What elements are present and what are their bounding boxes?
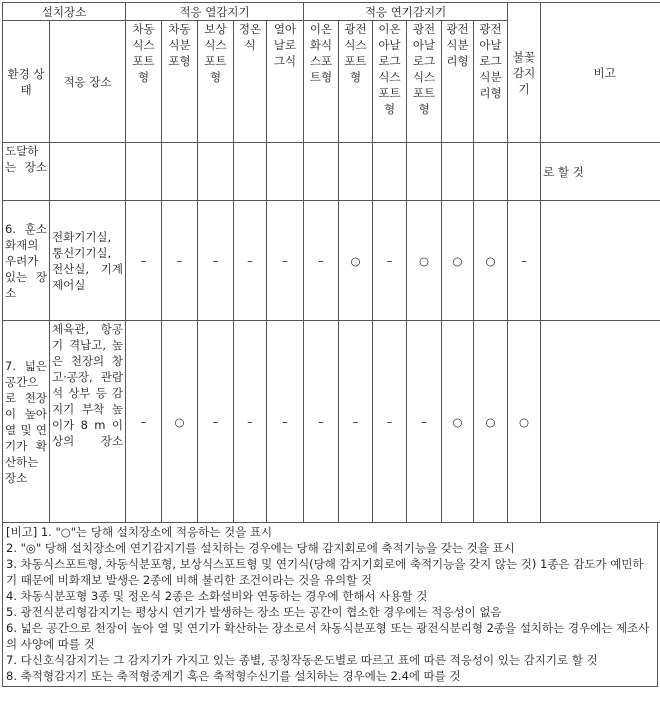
env-cell: 7. 넓은 공간으로 천장이 높아 열 및 연기가 확산하는 장소	[3, 321, 50, 523]
mark-cell	[373, 143, 407, 201]
mark-cell: –	[339, 321, 373, 523]
remarks-header: 비고	[541, 3, 660, 143]
heat-col-header: 차동식스포트형	[126, 21, 162, 143]
location-group-header: 설치장소	[3, 3, 126, 21]
header-row-top	[3, 3, 660, 21]
note-line: 8. 축적형감지기 또는 축적형중계기 혹은 축적형수신기를 설치하는 경우에는 2.4에 따를 것	[6, 668, 654, 684]
mark-cell: ○	[508, 321, 541, 523]
mark-cell: –	[198, 321, 234, 523]
mark-cell	[508, 143, 541, 201]
mark-cell	[267, 143, 304, 201]
remark-cell: 로 할 것	[541, 143, 660, 201]
mark-cell: –	[508, 201, 541, 321]
mark-cell: ○	[162, 321, 198, 523]
mark-cell	[339, 143, 373, 201]
smoke-col-header: 광전아날로그식스포트형	[407, 21, 442, 143]
mark-cell	[126, 143, 162, 201]
smoke-detector-group-header: 적응 연기감지기	[304, 3, 508, 21]
mark-cell: ○	[407, 201, 442, 321]
mark-cell	[304, 143, 339, 201]
mark-cell: –	[162, 201, 198, 321]
applicable-place-header: 적응 장소	[50, 21, 126, 143]
flame-detector-header: 불꽃감지기	[508, 3, 541, 143]
smoke-col-header: 광전아날로그식분리형	[474, 21, 508, 143]
document-page	[2, 2, 658, 687]
table-row	[3, 201, 660, 321]
place-cell	[50, 143, 126, 201]
table-row	[3, 143, 660, 201]
place-cell: 전화기기실, 통신기기실, 전산실, 기계제어실	[50, 201, 126, 321]
heat-col-header: 보상식스포트형	[198, 21, 234, 143]
heat-col-header: 정온식	[234, 21, 267, 143]
heat-col-header: 차동식분포형	[162, 21, 198, 143]
env-cell: 6. 훈소화재의 우려가 있는 장소	[3, 201, 50, 321]
mark-cell: –	[234, 201, 267, 321]
smoke-col-header: 광전식스포트형	[339, 21, 373, 143]
smoke-col-header: 이온아날로그식스포트형	[373, 21, 407, 143]
note-line: 5. 광전식분리형감지기는 평상시 연기가 발생하는 장소 또는 공간이 협소한 경우에는 적응성이 없음	[6, 604, 654, 620]
mark-cell: –	[198, 201, 234, 321]
smoke-col-header: 광전식분리형	[442, 21, 474, 143]
detector-table	[2, 2, 660, 523]
env-state-header: 환경 상태	[3, 21, 50, 143]
note-line: 2. "◎" 당해 설치장소에 연기감지기를 설치하는 경우에는 당해 감지회로에 축적기능을 갖는 것을 표시	[6, 540, 654, 556]
remarks-notes	[2, 523, 658, 687]
mark-cell: –	[304, 321, 339, 523]
mark-cell	[442, 143, 474, 201]
mark-cell	[198, 143, 234, 201]
mark-cell: –	[304, 201, 339, 321]
note-line: 7. 다신호식감지기는 그 감지기가 가지고 있는 종별, 공칭작동온도별로 따르고 표에 따른 적응성이 있는 감지기로 할 것	[6, 652, 654, 668]
mark-cell: –	[373, 201, 407, 321]
mark-cell: –	[126, 321, 162, 523]
mark-cell	[162, 143, 198, 201]
remark-cell	[541, 321, 660, 523]
note-line: 3. 차동식스포트형, 차동식분포형, 보상식스포트형 및 연기식(당해 감지기회로에 축적기능을 갖지 않는 것) 1종은 감도가 예민하기 때문에 비화재보 발생은 2종에 비해 불리한 조건이라는 것을 유의할 것	[6, 556, 654, 588]
mark-cell: ○	[442, 321, 474, 523]
mark-cell	[407, 143, 442, 201]
note-line: 4. 차동식분포형 3종 및 정온식 2종은 소화설비와 연동하는 경우에 한해서 사용할 것	[6, 588, 654, 604]
mark-cell: ○	[339, 201, 373, 321]
mark-cell: –	[373, 321, 407, 523]
mark-cell: ○	[474, 321, 508, 523]
remark-cell	[541, 201, 660, 321]
mark-cell: ○	[442, 201, 474, 321]
mark-cell	[234, 143, 267, 201]
mark-cell: ○	[474, 201, 508, 321]
heat-col-header: 열아날로그식	[267, 21, 304, 143]
mark-cell: –	[234, 321, 267, 523]
mark-cell: –	[267, 201, 304, 321]
mark-cell: –	[267, 321, 304, 523]
table-row	[3, 321, 660, 523]
note-line: [비고] 1. "○"는 당해 설치장소에 적응하는 것을 표시	[6, 524, 654, 540]
mark-cell	[474, 143, 508, 201]
env-cell: 도달하는 장소	[3, 143, 50, 201]
heat-detector-group-header: 적응 열감지기	[126, 3, 304, 21]
mark-cell: –	[126, 201, 162, 321]
note-line: 6. 넓은 공간으로 천장이 높아 열 및 연기가 확산하는 장소로서 차동식분포형 또는 광전식분리형 2종을 설치하는 경우에는 제조사의 사양에 따를 것	[6, 620, 654, 652]
mark-cell: –	[407, 321, 442, 523]
place-cell: 체육관, 항공기 격납고, 높은 천장의 창고·공장, 관람석 상부 등 감지기 부착 높이가 8 m 이상의 장소	[50, 321, 126, 523]
smoke-col-header: 이온화식스포트형	[304, 21, 339, 143]
